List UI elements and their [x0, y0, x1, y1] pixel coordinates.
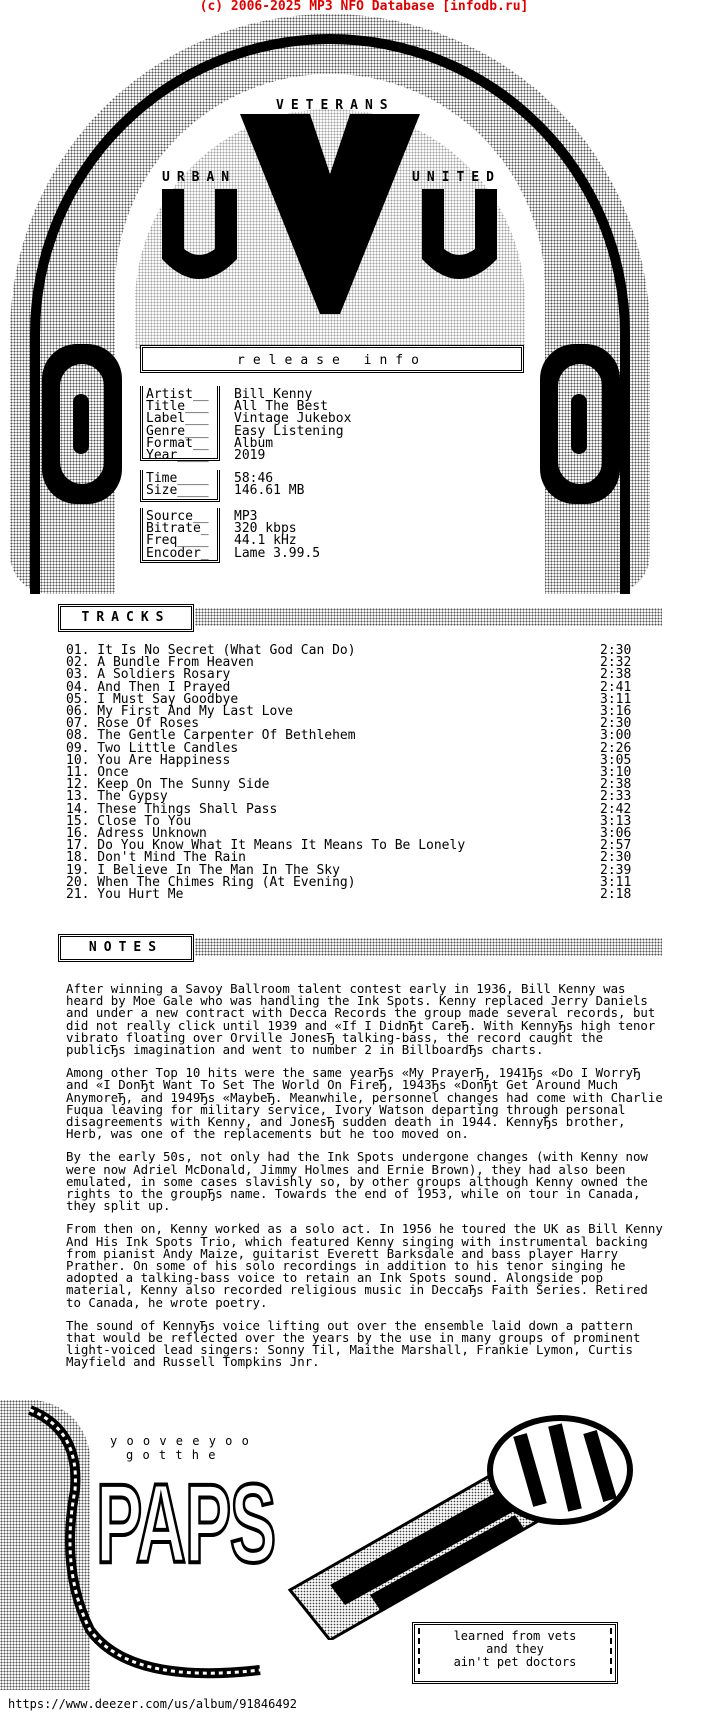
track-title: 06. My First And My Last Love [66, 704, 293, 719]
track-duration: 3:11 [600, 874, 632, 890]
track-duration: 3:00 [600, 728, 632, 744]
release-info-key: Source__ [146, 509, 209, 524]
track-title: 19. I Believe In The Man In The Sky [66, 862, 340, 878]
footer-ascii-art [0, 1400, 728, 1690]
release-info-value: MP3 [234, 509, 258, 524]
track-row [66, 889, 666, 901]
notes-header [58, 934, 194, 962]
track-title: 11. Once [66, 765, 129, 780]
release-info-key: Artist__ [146, 387, 209, 402]
release-info-key: Title___ [146, 399, 209, 415]
track-title: 13. The Gypsy [66, 789, 168, 805]
track-duration: 2:33 [600, 789, 632, 805]
track-duration: 2:57 [600, 838, 632, 854]
release-info-key: Bitrate_ [146, 521, 209, 537]
track-duration: 3:13 [600, 813, 632, 829]
right-ear-cup-center [571, 394, 587, 454]
album-url-link[interactable]: https://www.deezer.com/us/album/91846492 [8, 1697, 297, 1711]
release-info-row [146, 485, 304, 497]
notes-paragraph: The sound of KennyЂs voice lifting out over the ensemble laid down a pattern that would be reflected over the years by the use in many groups of prominent light-voiced lead singers: Sonny Til, Maithe Marshall, Frankie Lymon, Curtis Mayfield and Russell Tompkins Jnr. [66, 1317, 641, 1370]
track-title: 01. It Is No Secret (What God Can Do) [66, 643, 356, 658]
release-info-value: 58:46 [234, 471, 274, 486]
footer-line2: g o t t h e [126, 1448, 217, 1462]
release-info-title: release info [237, 353, 427, 368]
release-info-key: Freq____ [146, 533, 209, 549]
logo-top-word: VETERANS [276, 98, 395, 113]
track-duration: 2:30 [600, 850, 632, 866]
release-info-key: Encoder_ [146, 545, 209, 561]
release-info-value: Vintage Jukebox [234, 411, 352, 427]
release-info-key: Time____ [146, 471, 209, 486]
tagline-line3: ain't pet doctors [453, 1655, 577, 1669]
track-title: 18. Don't Mind The Rain [66, 850, 247, 866]
track-duration: 2:18 [600, 887, 632, 902]
release-info-value: Album [234, 435, 274, 451]
logo-left-word: URBAN [162, 170, 237, 185]
track-title: 07. Rose Of Roses [66, 716, 200, 732]
release-info-value: 146.61 MB [234, 483, 305, 499]
track-duration: 2:39 [600, 862, 632, 878]
track-duration: 2:30 [600, 716, 632, 732]
footer-line1: y o o v e e y o o [110, 1434, 250, 1448]
logo-v-shape [240, 114, 420, 314]
track-title: 21. You Hurt Me [66, 887, 184, 902]
footer-big-word: PAPS [96, 1461, 275, 1586]
notes-body [66, 983, 666, 1380]
tracks-header-bar [195, 608, 662, 626]
track-title: 17. Do You Know What It Means It Means To Be Lonely [66, 838, 466, 854]
release-info-row [146, 545, 321, 561]
track-duration: 2:42 [600, 801, 632, 817]
track-title: 03. A Soldiers Rosary [66, 667, 231, 683]
tracks-header [58, 604, 194, 632]
track-title: 20. When The Chimes Ring (At Evening) [66, 874, 356, 890]
release-info-value: Lame 3.99.5 [234, 545, 321, 561]
release-info-key: Format__ [146, 435, 209, 451]
tagline-box [412, 1622, 618, 1684]
left-ear-cup-center [73, 394, 89, 454]
release-info-value: All The Best [234, 399, 328, 415]
logo-u-right [422, 189, 497, 284]
track-row [66, 752, 666, 768]
logo-u-left [162, 189, 237, 284]
release-info-key: Label___ [146, 411, 209, 427]
release-info-value: 44.1 kHz [234, 533, 297, 549]
track-title: 02. A Bundle From Heaven [66, 655, 254, 671]
tracks-title: TRACKS [81, 610, 171, 625]
track-title: 16. Adress Unknown [66, 826, 207, 841]
release-info-key: Genre___ [146, 423, 209, 439]
notes-paragraph: Among other Top 10 hits were the same yearЂs «My PrayerЂ, 1941Ђs «Do I WorryЂ and «I DonЂt Want To Set The World On FireЂ, 1943Ђs «DonЂt Get Around Much AnymoreЂ, and 1949Ђs «MaybeЂ. Meanwhile, personnel changes had come with Charlie Fuqua leaving for military service, Ivory Watson departing through personal disagreements with Kenny, and JonesЂ sudden death in 1944. KennyЂs brother, Herb, was one of the replacements but he too moved on. [66, 1065, 663, 1142]
logo-right-word: UNITED [412, 170, 501, 185]
track-duration: 2:41 [600, 679, 632, 695]
release-info-value: 2019 [234, 448, 266, 463]
release-info-value: Bill Kenny [234, 387, 313, 402]
release-info-title-box [140, 345, 524, 373]
notes-paragraph: By the early 50s, not only had the Ink Spots undergone changes (with Kenny now were now Adriel McDonald, Jimmy Holmes and Ernie Brown), they had also been emulated, in some cases slavishly so, by other groups although Kenny owned the rights to the groupЂs name. Towards the end of 1953, while on tour in Canada, they split up. [66, 1149, 648, 1214]
release-info-value: Easy Listening [234, 423, 344, 439]
track-title: 08. The Gentle Carpenter Of Bethlehem [66, 728, 356, 744]
track-title: 12. Keep On The Sunny Side [66, 777, 270, 793]
nfo-credit-link[interactable]: (c) 2006-2025 MP3 NFO Database [infodb.ru] [199, 0, 529, 14]
track-duration: 3:11 [600, 691, 632, 707]
track-duration: 3:06 [600, 826, 632, 841]
track-title: 05. I Must Say Goodbye [66, 691, 239, 707]
release-info-key: Year____ [146, 448, 209, 463]
release-info-row [146, 450, 265, 462]
track-title: 10. You Are Happiness [66, 752, 231, 768]
track-duration: 2:30 [600, 643, 632, 658]
microphone-body [270, 1410, 650, 1640]
track-title: 15. Close To You [66, 813, 192, 829]
track-duration: 2:38 [600, 667, 632, 683]
track-duration: 2:32 [600, 655, 632, 671]
release-info-value: 320 kbps [234, 521, 297, 537]
tagline-inner [418, 1628, 612, 1674]
notes-title: NOTES [88, 940, 164, 955]
notes-paragraph: After winning a Savoy Ballroom talent contest early in 1936, Bill Kenny was heard by Moe Gale who was handling the Ink Spots. Kenny replaced Jerry Daniels and under a new contract with Decca Records the group made several records, but did not really click until 1939 and «If I DidnЂt CareЂ. With KennyЂs high tenor vibrato floating over Orville JonesЂ talking-bass, the record caught the publicЂs imagination and went to number 2 in BillboardЂs charts. [66, 981, 656, 1058]
track-title: 09. Two Little Candles [66, 740, 239, 756]
track-duration: 2:26 [600, 740, 632, 756]
track-title: 14. These Things Shall Pass [66, 801, 278, 817]
tagline-line2: and they [486, 1642, 544, 1656]
release-info-key: Size____ [146, 483, 209, 499]
track-duration: 3:10 [600, 765, 632, 780]
track-duration: 3:16 [600, 704, 632, 719]
tagline-line1: learned from vets [453, 1629, 577, 1643]
track-duration: 2:38 [600, 777, 632, 793]
track-duration: 3:05 [600, 752, 632, 768]
notes-header-bar [195, 938, 662, 956]
notes-paragraph: From then on, Kenny worked as a solo act. In 1956 he toured the UK as Bill Kenny And His Ink Spots Trio, which featured Kenny singing with instrumental backing from pianist Andy Maize, guitarist Everett Barksdale and bass player Harry Prather. On some of his solo recordings in addition to his tenor singing he adopted a talking-bass voice to retain an Ink Spots sound. Alongside pop material, Kenny also recorded religious music in DeccaЂs Faith Series. Retired to Canada, he wrote poetry. [66, 1221, 663, 1310]
track-title: 04. And Then I Prayed [66, 679, 231, 695]
